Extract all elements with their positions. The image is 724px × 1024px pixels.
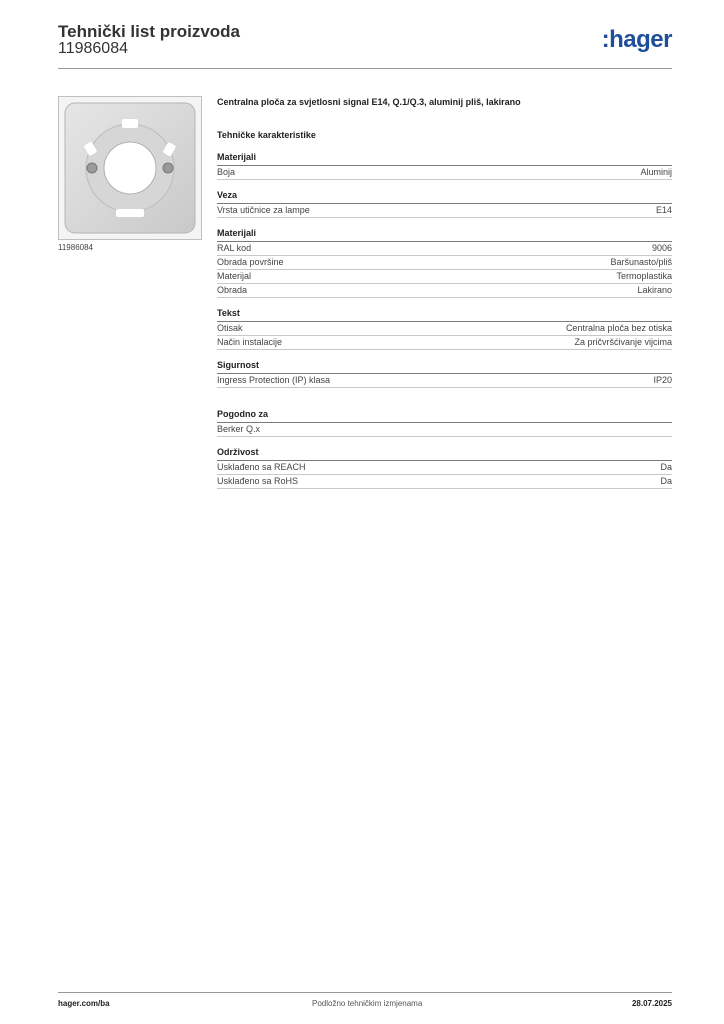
product-number: 11986084 <box>58 40 128 57</box>
footer-website: hager.com/ba <box>58 999 110 1008</box>
product-description: Centralna ploča za svjetlosni signal E14, Q.1/Q.3, aluminij pliš, lakirano <box>217 97 521 107</box>
spec-label: Usklađeno sa RoHS <box>217 476 299 486</box>
spec-group <box>217 308 672 350</box>
spec-value: Baršunasto/pliš <box>610 257 672 267</box>
spec-row <box>217 256 672 270</box>
spec-row <box>217 423 672 437</box>
spec-value: Lakirano <box>637 285 672 295</box>
group-title: Materijali <box>217 228 672 242</box>
spec-value: E14 <box>655 205 672 215</box>
spec-group <box>217 409 672 437</box>
spec-label: Način instalacije <box>217 337 283 347</box>
spec-row <box>217 284 672 298</box>
hager-logo: :hager <box>601 26 672 53</box>
group-title: Veza <box>217 190 672 204</box>
spec-group <box>217 447 672 489</box>
spec-row <box>217 166 672 180</box>
spec-row <box>217 242 672 256</box>
footer-note: Podložno tehničkim izmjenama <box>312 999 423 1008</box>
spec-label: Boja <box>217 167 236 177</box>
footer-date: 28.07.2025 <box>631 999 672 1008</box>
spec-label: Otisak <box>217 323 243 333</box>
spec-value: Za pričvršćivanje vijcima <box>574 337 672 347</box>
spec-value: Centralna ploča bez otiska <box>565 323 672 333</box>
spec-label: Ingress Protection (IP) klasa <box>217 375 331 385</box>
cover-plate-illustration <box>59 97 201 239</box>
spec-value: Termoplastika <box>616 271 672 281</box>
product-specs <box>217 96 672 489</box>
group-title: Održivost <box>217 447 672 461</box>
spec-row <box>217 270 672 284</box>
spec-value: Aluminij <box>640 167 672 177</box>
spec-group <box>217 360 672 388</box>
spec-group <box>217 152 672 180</box>
spec-value: 9006 <box>651 243 672 253</box>
spec-label: Berker Q.x <box>217 424 261 434</box>
spec-label: Obrada <box>217 285 248 295</box>
spec-row <box>217 475 672 489</box>
spec-label: Materijal <box>217 271 252 281</box>
spec-label: Vrsta utičnice za lampe <box>217 205 310 215</box>
spec-row <box>217 374 672 388</box>
spec-row <box>217 204 672 218</box>
group-title: Materijali <box>217 152 672 166</box>
spec-group <box>217 190 672 218</box>
group-title: Sigurnost <box>217 360 672 374</box>
spec-value: Da <box>660 476 672 486</box>
spec-value: IP20 <box>653 375 672 385</box>
group-title: Tekst <box>217 308 672 322</box>
section-title: Tehničke karakteristike <box>217 130 316 140</box>
image-caption: 11986084 <box>58 243 93 252</box>
spec-label: Usklađeno sa REACH <box>217 462 306 472</box>
spec-row <box>217 336 672 350</box>
page-title: Tehnički list proizvoda <box>58 22 240 41</box>
spec-group <box>217 228 672 298</box>
product-image <box>58 96 202 240</box>
spec-label: RAL kod <box>217 243 252 253</box>
spec-value: Da <box>660 462 672 472</box>
spec-label: Obrada površine <box>217 257 284 267</box>
spec-row <box>217 461 672 475</box>
page-header <box>58 20 672 69</box>
group-title: Pogodno za <box>217 409 672 423</box>
page-footer <box>58 992 672 1013</box>
spec-row <box>217 322 672 336</box>
